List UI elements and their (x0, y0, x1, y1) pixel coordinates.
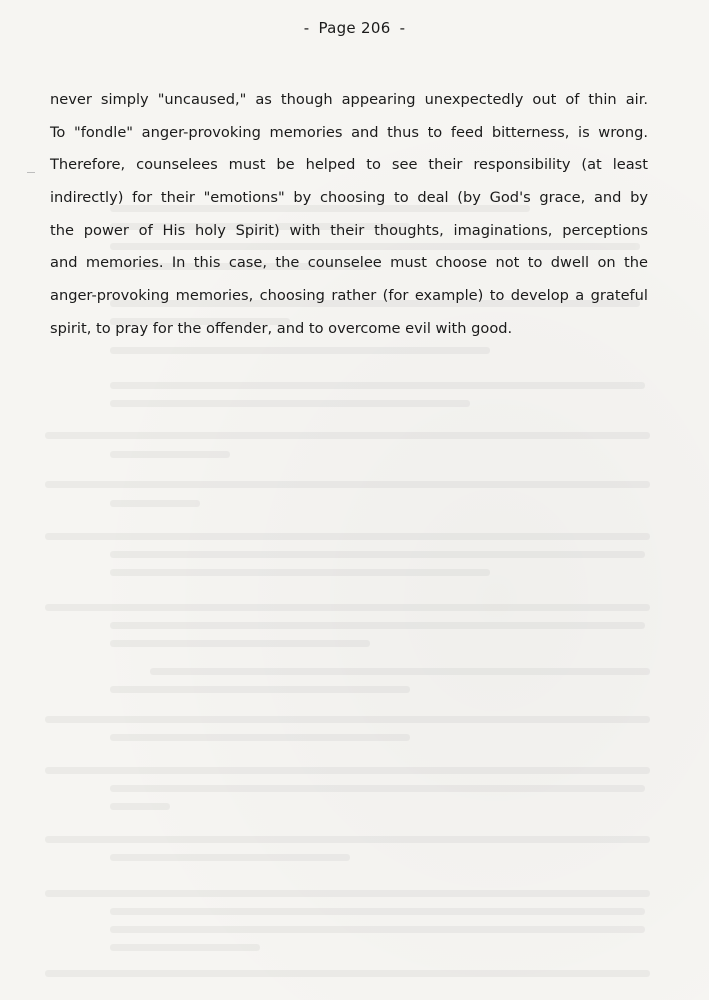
text-line: anger-provoking memories, choosing rather (for example) to develop a grateful (50, 287, 648, 305)
body-paragraph (50, 84, 648, 346)
scan-mark (27, 172, 35, 173)
text-line: spirit, to pray for the offender, and to overcome evil with good. (50, 319, 513, 337)
header-dash-left: - (303, 19, 310, 37)
text-line: Therefore, counselees must be helped to see their responsibility (at least (50, 156, 648, 174)
page-header (0, 19, 709, 37)
text-line: To "fondle" anger-provoking memories and thus to feed bitterness, is wrong. (50, 123, 648, 141)
text-line: the power of His holy Spirit) with their thoughts, imaginations, perceptions (50, 221, 648, 239)
text-line: indirectly) for their "emotions" by choosing to deal (by God's grace, and by (50, 189, 648, 207)
text-line: never simply "uncaused," as though appearing unexpectedly out of thin air. (50, 91, 648, 108)
page-number: Page 206 (318, 19, 391, 37)
text-line: and memories. In this case, the counselee must choose not to dwell on the (50, 254, 648, 272)
header-dash-right: - (399, 19, 406, 37)
